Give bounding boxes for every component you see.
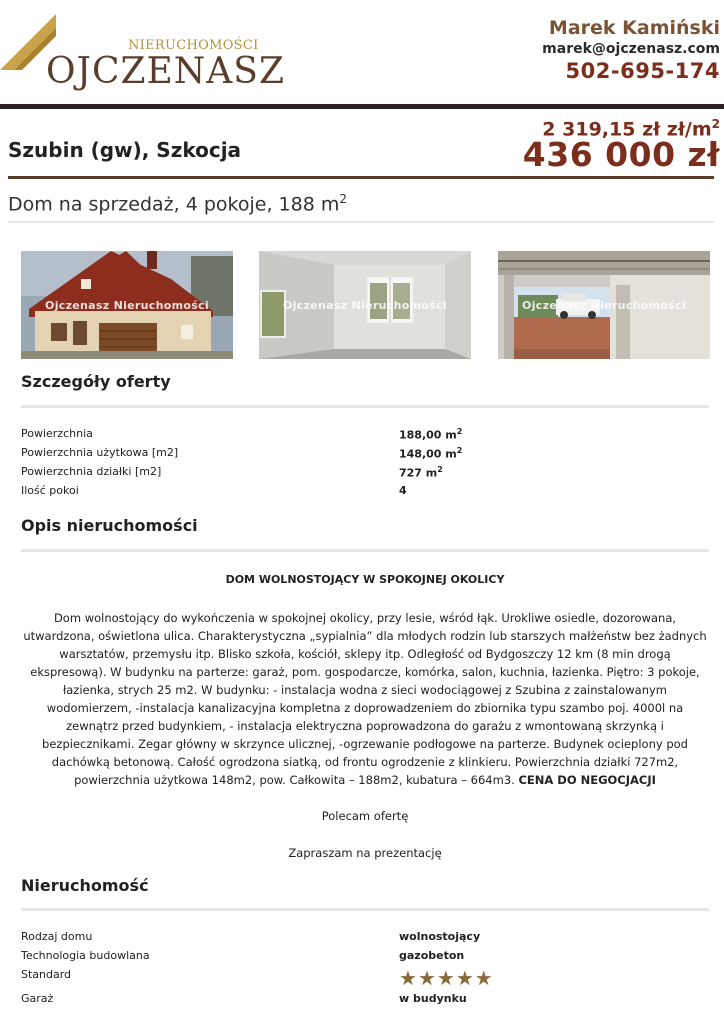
description-line-invite: Zapraszam na prezentację	[288, 846, 442, 860]
detail-value	[399, 484, 407, 497]
photo-watermark: Ojczenasz Nieruchomości	[522, 299, 686, 312]
title-divider	[8, 176, 714, 179]
price-per-m2-text: 2 319,15 zł zł/m	[542, 118, 712, 141]
detail-row	[21, 427, 701, 445]
photo-watermark: Ojczenasz Nieruchomości	[45, 299, 209, 312]
detail-value	[399, 446, 462, 461]
detail-value-text: 727 m	[399, 466, 438, 480]
description-title: DOM WOLNOSTOJĄCY W SPOKOJNEJ OKOLICY	[225, 573, 505, 586]
detail-label: Ilość pokoi	[21, 484, 79, 497]
property-label: Garaż	[21, 992, 54, 1005]
star-icon: ★	[417, 966, 436, 990]
detail-row	[21, 484, 701, 502]
description-line-recommend: Polecam ofertę	[321, 809, 409, 823]
photo-interior-room[interactable]	[259, 251, 471, 359]
header-divider	[0, 104, 724, 109]
price-per-m2-sup: 2	[711, 117, 720, 131]
logo-subtitle: NIERUCHOMOŚCI	[128, 38, 259, 53]
star-icon: ★	[436, 966, 455, 990]
section-heading-details: Szczegóły oferty	[21, 372, 171, 391]
listing-title: Szubin (gw), Szkocja	[8, 138, 242, 162]
property-label: Rodzaj domu	[21, 930, 93, 943]
star-icon: ★	[455, 966, 474, 990]
property-value: gazobeton	[399, 949, 465, 962]
property-label: Standard	[21, 968, 72, 981]
star-icon: ★	[399, 966, 417, 990]
detail-value-sup: 2	[456, 446, 463, 455]
property-row	[21, 930, 701, 948]
agent-name: Marek Kamiński	[548, 17, 720, 39]
section-heading-property: Nieruchomość	[21, 876, 149, 895]
logo-wordmark: OJCZENASZ	[46, 51, 285, 92]
listing-subtitle-text: Dom na sprzedaż, 4 pokoje, 188 m	[8, 193, 340, 216]
standard-rating	[399, 967, 494, 989]
subtitle-divider	[8, 221, 714, 223]
listing-subtitle-sup: 2	[339, 192, 347, 206]
listing-subtitle	[8, 192, 347, 215]
photo-watermark: Ojczenasz Nieruchomości	[283, 299, 447, 312]
description-bold-note: CENA DO NEGOCJACJI	[518, 773, 656, 787]
agent-email-link[interactable]: marek@ojczenasz.com	[542, 41, 720, 57]
property-row	[21, 992, 701, 1010]
agent-phone-link[interactable]: 502-695-174	[565, 59, 720, 83]
agent-contact	[542, 16, 720, 84]
agency-logo[interactable]	[0, 12, 285, 92]
detail-row	[21, 446, 701, 464]
detail-label: Powierzchnia użytkowa [m2]	[21, 446, 179, 459]
detail-value	[399, 465, 443, 480]
star-icon: ★	[474, 966, 493, 990]
section-heading-description: Opis nieruchomości	[21, 516, 198, 535]
detail-value-text: 148,00 m	[399, 447, 457, 461]
detail-value	[399, 427, 462, 442]
photo-garage[interactable]	[498, 251, 710, 359]
property-row	[21, 968, 701, 986]
property-divider	[21, 908, 709, 911]
property-label: Technologia budowlana	[21, 949, 150, 962]
detail-value-text: 188,00 m	[399, 428, 457, 442]
description-divider	[21, 549, 709, 552]
detail-label: Powierzchnia działki [m2]	[21, 465, 162, 478]
detail-value-sup: 2	[437, 465, 443, 474]
detail-value-text: 4	[399, 484, 407, 497]
description-body	[20, 609, 710, 789]
detail-label: Powierzchnia	[21, 427, 93, 440]
page-header	[0, 0, 724, 104]
property-value: w budynku	[399, 992, 467, 1005]
detail-row	[21, 465, 701, 483]
description-text: Dom wolnostojący do wykończenia w spokojnej okolicy, przy lesie, wśród łąk. Urokliwe osiedle, dozorowana, utwardzona, oświetlona ulica. Charakterystyczna „sypialnia” dla młodych rodzin lub starszych małżeństw bez żadnych warsztatów, przemysłu itp. Blisko szkoła, kościół, sklepy itp. Odległość od Bydgoszczy 12 km (8 min drogą ekspresową). W budynku na parterze: garaż, pom. gospodarcze, komórka, salon, kuchnia, łazienka. Piętro: 3 pokoje, łazienka, strych 25 m2. W budynku: - instalacja wodna z sieci wodociągowej z Szubina z zainstalowanym wodomierzem, -instalacja kanalizacyjna kompletna z doprowadzeniem do zbiornika typu szambo poj. 4000l na zewnątrz przed budynkiem, - instalacja elektryczna poprowadzona do garażu z wmontowaną skrzynką i bezpiecznikami. Zegar główny w skrzynce ulicznej, -ogrzewanie podłogowe na parterze. Budynek ocieplony pod dachówką betonową. Całość ogrodzona siatką, od frontu ogrodzenie z klinkieru. Powierzchnia działki 727m2, powierzchnia użytkowa 148m2, pow. Całkowita – 188m2, kubatura – 664m3.	[23, 611, 707, 787]
property-value: wolnostojący	[399, 930, 481, 943]
listing-price: 436 000 zł	[522, 135, 720, 174]
detail-value-sup: 2	[456, 427, 463, 436]
photo-house-exterior[interactable]	[21, 251, 233, 359]
property-row	[21, 949, 701, 967]
details-divider	[21, 405, 709, 408]
